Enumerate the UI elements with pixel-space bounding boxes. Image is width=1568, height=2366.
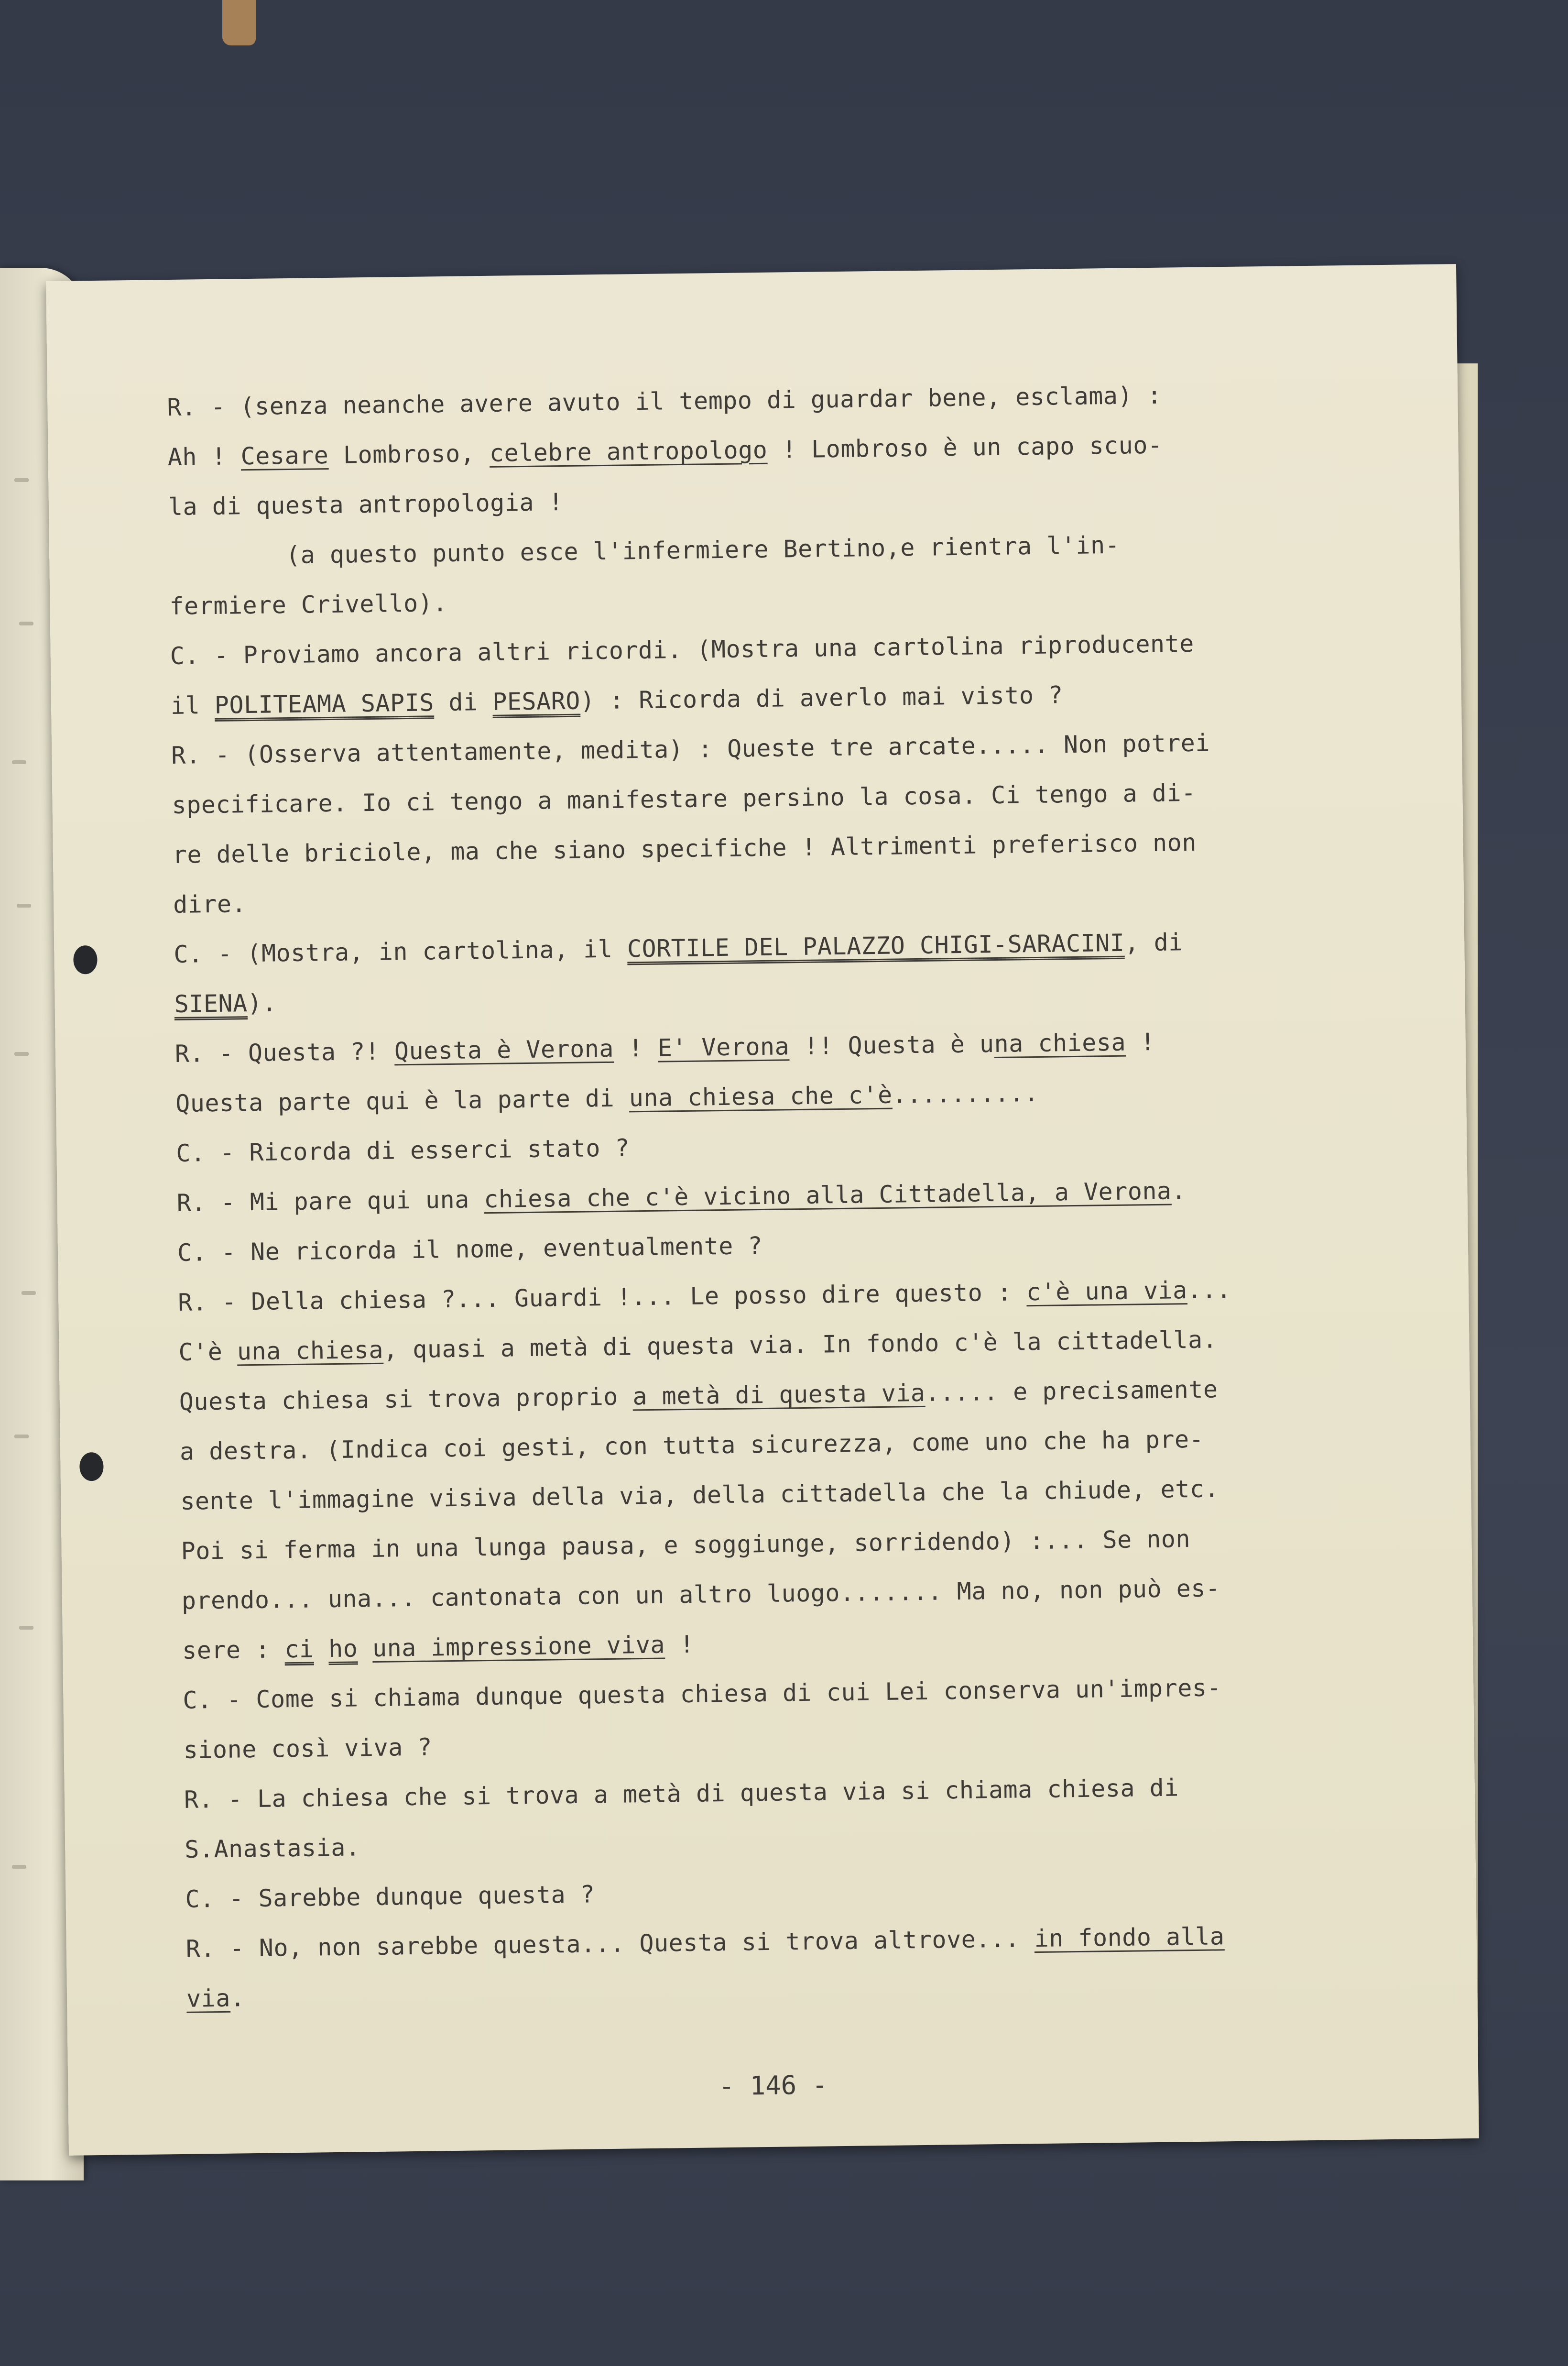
- text-segment: !: [1125, 1028, 1155, 1056]
- bleed-mark: [12, 760, 26, 764]
- bleed-mark: [19, 622, 33, 625]
- text-segment: C. - Ricorda di esserci stato ?: [176, 1134, 630, 1167]
- text-segment: ! Lombroso è un capo scuo-: [767, 431, 1163, 464]
- underlined-text: SIENA: [174, 989, 248, 1018]
- underlined-text: ci: [284, 1635, 314, 1664]
- text-segment: R. - (Osserva attentamente, medita) : Queste tre arcate..... Non potrei: [171, 729, 1210, 770]
- text-segment: Questa parte qui è la parte di: [175, 1084, 630, 1117]
- tape-strip: [222, 0, 256, 45]
- text-segment: fermiere Crivello).: [169, 589, 448, 621]
- bleed-mark: [22, 1291, 36, 1295]
- text-segment: Poi si ferma in una lunga pausa, e soggiunge, sorridendo) :... Se non: [181, 1525, 1191, 1565]
- text-segment: !: [664, 1630, 695, 1659]
- underlined-text: una impressione viva: [372, 1631, 665, 1663]
- underlined-text: in fondo alla: [1034, 1922, 1225, 1953]
- transcript-text: [167, 367, 1439, 2024]
- underlined-text: c'è una via: [1026, 1276, 1188, 1306]
- text-segment: R. - Della chiesa ?... Guardi !... Le posso dire questo :: [177, 1278, 1027, 1316]
- text-segment: specificare. Io ci tengo a manifestare persino la cosa. Ci tengo a di-: [172, 778, 1196, 820]
- underlined-text: CORTILE DEL PALAZZO CHIGI-SARACINI: [627, 929, 1125, 963]
- text-segment: !! Questa è u: [789, 1030, 994, 1061]
- underlined-text: chiesa che c'è vicino alla Cittadella, a Verona: [483, 1177, 1172, 1214]
- text-segment: C. - Come si chiama dunque questa chiesa di cui Lei conserva un'impres-: [183, 1674, 1222, 1714]
- text-segment: C. - Proviamo ancora altri ricordi. (Mostra una cartolina riproducente: [170, 629, 1195, 670]
- underlined-text: ho: [328, 1634, 358, 1663]
- underlined-text: E' Verona: [657, 1032, 790, 1062]
- binding-hole: [73, 945, 98, 975]
- underlined-text: PESARO: [492, 687, 581, 716]
- text-segment: a destra. (Indica coi gesti, con tutta sicurezza, come uno che ha pre-: [179, 1425, 1204, 1466]
- page-number: - 146 -: [719, 2070, 828, 2102]
- typewritten-page: [46, 264, 1479, 2156]
- text-segment: re delle briciole, ma che siano specifiche ! Altrimenti preferisco non: [172, 828, 1197, 869]
- text-segment: R. - La chiesa che si trova a metà di questa via si chiama chiesa di: [184, 1774, 1179, 1814]
- text-segment: R. - Mi pare qui una: [176, 1185, 484, 1217]
- underlined-text: Questa è Verona: [394, 1034, 614, 1065]
- bleed-mark: [17, 904, 31, 908]
- text-segment: !: [613, 1034, 658, 1063]
- underlined-text: celebre antropologo: [489, 436, 768, 467]
- text-segment: Ah !: [167, 442, 241, 471]
- text-segment: il: [170, 691, 215, 720]
- text-segment: R. - Questa ?!: [174, 1037, 395, 1068]
- text-segment: sente l'immagine visiva della via, della cittadella che la chiude, etc.: [180, 1475, 1220, 1515]
- underlined-text: una chiesa: [237, 1336, 384, 1366]
- binding-hole: [79, 1452, 104, 1481]
- text-segment: sere :: [182, 1635, 285, 1665]
- text-segment: sione così viva ?: [183, 1733, 433, 1764]
- bleed-mark: [19, 1626, 33, 1630]
- bleed-mark: [14, 1052, 29, 1056]
- text-segment: dire.: [173, 890, 247, 919]
- text-segment: Questa chiesa si trova proprio: [179, 1382, 633, 1416]
- text-segment: S.Anastasia.: [184, 1833, 360, 1863]
- bleed-mark: [14, 1435, 29, 1438]
- text-segment: di: [434, 688, 493, 717]
- underlined-text: via: [186, 1984, 231, 2013]
- underlined-text: una chiesa che c'è: [629, 1081, 893, 1112]
- text-segment: C. - (Mostra, in cartolina, il: [174, 935, 628, 969]
- underlined-text: a metà di questa via: [632, 1379, 926, 1411]
- text-segment: ..... e precisamente: [925, 1375, 1218, 1407]
- text-segment: R. - (senza neanche avere avuto il tempo di guardar bene, esclama) :: [167, 381, 1162, 422]
- text-segment: ...: [1187, 1276, 1231, 1304]
- text-segment: , di: [1124, 928, 1184, 957]
- text-segment: ) : Ricorda di averlo mai visto ?: [580, 681, 1064, 715]
- text-segment: (a questo punto esce l'infermiere Bertino,e rientra l'in-: [168, 531, 1120, 571]
- text-segment: Lombroso,: [328, 439, 490, 469]
- text-segment: C'è: [178, 1337, 238, 1366]
- text-segment: .: [1171, 1177, 1187, 1205]
- text-segment: [358, 1634, 372, 1662]
- bleed-mark: [14, 478, 29, 482]
- text-segment: .: [230, 1984, 245, 2012]
- text-segment: C. - Ne ricorda il nome, eventualmente ?: [177, 1232, 763, 1267]
- text-segment: R. - No, non sarebbe questa... Questa si trova altrove...: [185, 1925, 1034, 1963]
- underlined-text: POLITEAMA SAPIS: [214, 689, 435, 719]
- text-segment: [314, 1635, 328, 1663]
- bleed-mark: [12, 1865, 26, 1869]
- underlined-text: na chiesa: [994, 1028, 1126, 1058]
- text-segment: la di questa antropologia !: [168, 488, 564, 521]
- text-segment: , quasi a metà di questa via. In fondo c'è la cittadella.: [383, 1325, 1218, 1364]
- text-segment: ).: [247, 989, 277, 1018]
- text-segment: C. - Sarebbe dunque questa ?: [185, 1880, 595, 1913]
- underlined-text: Cesare: [240, 441, 329, 471]
- text-segment: ..........: [892, 1079, 1039, 1109]
- text-segment: prendo... una... cantonata con un altro luogo....... Ma no, non può es-: [181, 1574, 1220, 1615]
